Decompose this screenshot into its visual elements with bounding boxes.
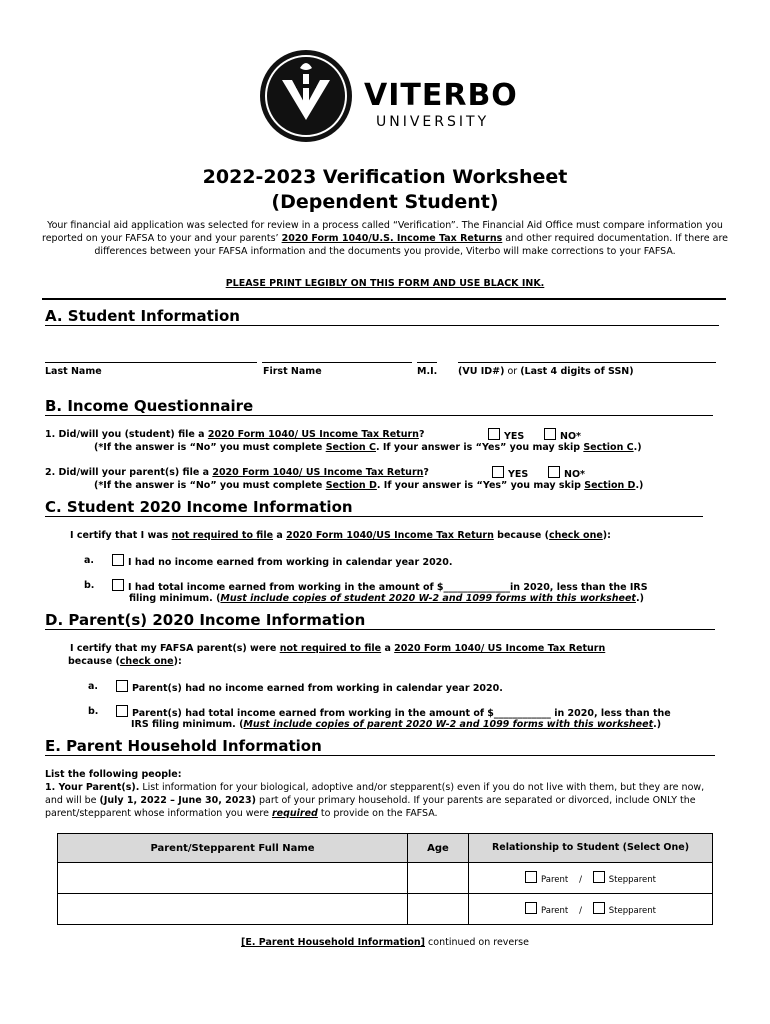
d-option-b-text: Parent(s) had total income earned from working in the amount of $____________ in 2020, less than the <box>132 708 671 719</box>
q2-no-checkbox[interactable] <box>548 466 560 478</box>
print-note: PLEASE PRINT LEGIBLY ON THIS FORM AND USE BLACK INK. <box>225 278 545 289</box>
q1-mark: ? <box>418 429 425 440</box>
c-b2-a: filing minimum. ( <box>129 593 221 604</box>
divider <box>42 298 726 300</box>
parent-option-label: Parent <box>541 875 569 885</box>
d-b2-end: .) <box>653 719 662 730</box>
parent-name-cell[interactable] <box>58 894 408 925</box>
id-label-b: (Last 4 digits of SSN) <box>520 366 634 377</box>
q1-note-b: . If your answer is “Yes” you may skip <box>375 442 584 453</box>
c-cert-a: I certify that I was <box>70 530 172 541</box>
q2-text: 2. Did/will your parent(s) file a <box>45 467 213 478</box>
col-age-header: Age <box>408 834 469 863</box>
c-cert-u2: 2020 Form 1040/US Income Tax Return <box>286 530 494 541</box>
section-c-title: C. Student 2020 Income Information <box>45 498 703 517</box>
slash-separator: / <box>579 906 582 916</box>
list-heading: List the following people: <box>45 769 182 780</box>
c-cert-u1: not required to file <box>171 530 274 541</box>
table-header-row <box>58 834 713 863</box>
parent-checkbox[interactable] <box>525 871 537 883</box>
section-d-certify <box>70 642 605 655</box>
c-cert-c: because ( <box>493 530 549 541</box>
d-option-b-label: b. <box>88 706 99 717</box>
section-d-certify-2 <box>68 655 182 668</box>
question-2 <box>45 466 429 479</box>
c-option-b-text: I had total income earned from working in the amount of $______________in 2020, less than the IRS <box>128 582 648 593</box>
mi-field[interactable] <box>417 362 437 363</box>
d-option-a-checkbox[interactable] <box>116 680 128 692</box>
d-option-b-checkbox[interactable] <box>116 705 128 717</box>
q1-tax-return: 2020 Form 1040/ US Income Tax Return <box>207 429 419 440</box>
q1-yes-checkbox[interactable] <box>488 428 500 440</box>
d-cert-a: I certify that my FAFSA parent(s) were <box>70 643 280 654</box>
logo-name: VITERBO <box>364 78 518 113</box>
parent-household-table <box>57 833 713 925</box>
q2-note-sec: Section D <box>325 480 377 491</box>
continued-ref: [E. Parent Household Information] <box>241 937 426 948</box>
q1-yes-label: YES <box>504 431 525 442</box>
q2-yes-checkbox[interactable] <box>492 466 504 478</box>
stepparent-checkbox[interactable] <box>593 902 605 914</box>
id-label <box>458 366 634 377</box>
c-b2-i: Must include copies of student 2020 W-2 and 1099 forms with this worksheet <box>220 593 636 604</box>
c-option-a[interactable] <box>112 554 453 569</box>
q1-note-sec2: Section C <box>583 442 634 453</box>
continued-text: continued on reverse <box>425 937 529 948</box>
id-label-a: (VU ID#) <box>458 366 505 377</box>
stepparent-option-label: Stepparent <box>608 906 656 916</box>
q2-mark: ? <box>423 467 429 478</box>
logo-seal-icon <box>260 50 352 142</box>
last-name-label: Last Name <box>45 366 102 377</box>
q2-note-b: . If your answer is “Yes” you may skip <box>376 480 585 491</box>
id-field[interactable] <box>458 362 716 363</box>
q2-no-label: NO* <box>564 469 585 480</box>
item1-dates: (July 1, 2022 – June 30, 2023) <box>99 795 256 806</box>
parent-name-cell[interactable] <box>58 863 408 894</box>
page-subtitle: (Dependent Student) <box>271 191 499 213</box>
table-row <box>58 863 713 894</box>
mi-label: M.I. <box>417 366 438 377</box>
d-cert-u2: 2020 Form 1040/ US Income Tax Return <box>394 643 606 654</box>
q2-note-c: .) <box>635 480 644 491</box>
first-name-label: First Name <box>263 366 322 377</box>
table-row <box>58 894 713 925</box>
c-option-a-label: a. <box>84 555 95 566</box>
q2-note-sec2: Section D <box>584 480 636 491</box>
intro-text: Your financial aid application was selected for review in a process called “Verification”. The Financial Aid Office must compare information you reported on your FAFSA to your and your parents’ <box>42 220 723 244</box>
section-c-certify <box>70 529 611 542</box>
c-cert-b: a <box>273 530 287 541</box>
c-option-a-checkbox[interactable] <box>112 554 124 566</box>
first-name-field[interactable] <box>262 362 412 363</box>
d-cert2-b: ): <box>173 656 182 667</box>
d-option-b-line2 <box>131 718 661 731</box>
page-title: 2022-2023 Verification Worksheet <box>202 166 568 188</box>
parent-option-label: Parent <box>541 906 569 916</box>
q2-yes-label: YES <box>508 469 529 480</box>
d-option-a-text: Parent(s) had no income earned from working in calendar year 2020. <box>132 683 503 694</box>
item1-text-a: List information for your biological, adoptive and/or stepparent(s) even if you do not live with them, but they are now, and will be <box>45 782 705 806</box>
relationship-cell <box>469 863 713 894</box>
stepparent-option-label: Stepparent <box>608 875 656 885</box>
section-b-title: B. Income Questionnaire <box>45 397 713 416</box>
viterbo-logo <box>258 48 518 146</box>
q1-note-c: .) <box>633 442 642 453</box>
c-option-b-line2 <box>129 592 644 605</box>
q1-no-label: NO* <box>560 431 581 442</box>
c-b2-end: .) <box>635 593 644 604</box>
item1-heading: 1. Your Parent(s). <box>45 782 140 793</box>
q1-note-a: (*If the answer is “No” you must complete <box>94 442 326 453</box>
c-cert-d: ): <box>602 530 611 541</box>
section-a-title: A. Student Information <box>45 307 719 326</box>
item1-text-d: to provide on the FAFSA. <box>317 808 438 819</box>
intro-text-end: and other required documentation. If there are differences between your FAFSA information and the documents you provide, Viterbo will make corrections to your FAFSA. <box>94 233 728 257</box>
d-cert2-a: because ( <box>68 656 120 667</box>
c-cert-u3: check one <box>548 530 603 541</box>
q1-note <box>94 441 642 454</box>
d-option-a-label: a. <box>88 681 99 692</box>
id-label-or: or <box>504 366 521 377</box>
d-b2-i: Must include copies of parent 2020 W-2 and 1099 forms with this worksheet <box>243 719 654 730</box>
parent-checkbox[interactable] <box>525 902 537 914</box>
stepparent-checkbox[interactable] <box>593 871 605 883</box>
col-relationship-header: Relationship to Student (Select One) <box>469 834 713 863</box>
question-1 <box>45 428 424 441</box>
item1-text-c: part of your primary household. If your parents are separated or divorced, include ONLY the parent/stepparent whose information you were <box>45 795 696 819</box>
c-option-b-checkbox[interactable] <box>112 579 124 591</box>
q2-note-a: (*If the answer is “No” you must complete <box>94 480 326 491</box>
col-name-header: Parent/Stepparent Full Name <box>58 834 408 863</box>
intro-tax-return: 2020 Form 1040/U.S. Income Tax Returns <box>281 233 503 244</box>
c-option-a-text: I had no income earned from working in calendar year 2020. <box>128 557 453 568</box>
parent-age-cell[interactable] <box>408 863 469 894</box>
relationship-cell <box>469 894 713 925</box>
logo-subtitle: UNIVERSITY <box>376 114 490 130</box>
parent-age-cell[interactable] <box>408 894 469 925</box>
c-option-b-label: b. <box>84 580 95 591</box>
d-cert-u1: not required to file <box>279 643 382 654</box>
q1-note-sec: Section C <box>325 442 376 453</box>
intro-paragraph <box>40 219 730 258</box>
q1-text: 1. Did/will you (student) file a <box>45 429 208 440</box>
section-e-title: E. Parent Household Information <box>45 737 715 756</box>
q2-note <box>94 479 643 492</box>
q1-no-checkbox[interactable] <box>544 428 556 440</box>
continued-note <box>0 937 770 948</box>
d-cert2-u: check one <box>119 656 174 667</box>
last-name-field[interactable] <box>45 362 257 363</box>
slash-separator: / <box>579 875 582 885</box>
d-b2-a: IRS filing minimum. ( <box>131 719 244 730</box>
item1-required: required <box>271 808 318 819</box>
d-option-a[interactable] <box>116 680 503 695</box>
section-d-title: D. Parent(s) 2020 Income Information <box>45 611 715 630</box>
parent-instructions <box>45 781 717 820</box>
d-cert-b: a <box>381 643 395 654</box>
q2-tax-return: 2020 Form 1040/ US Income Tax Return <box>212 467 424 478</box>
